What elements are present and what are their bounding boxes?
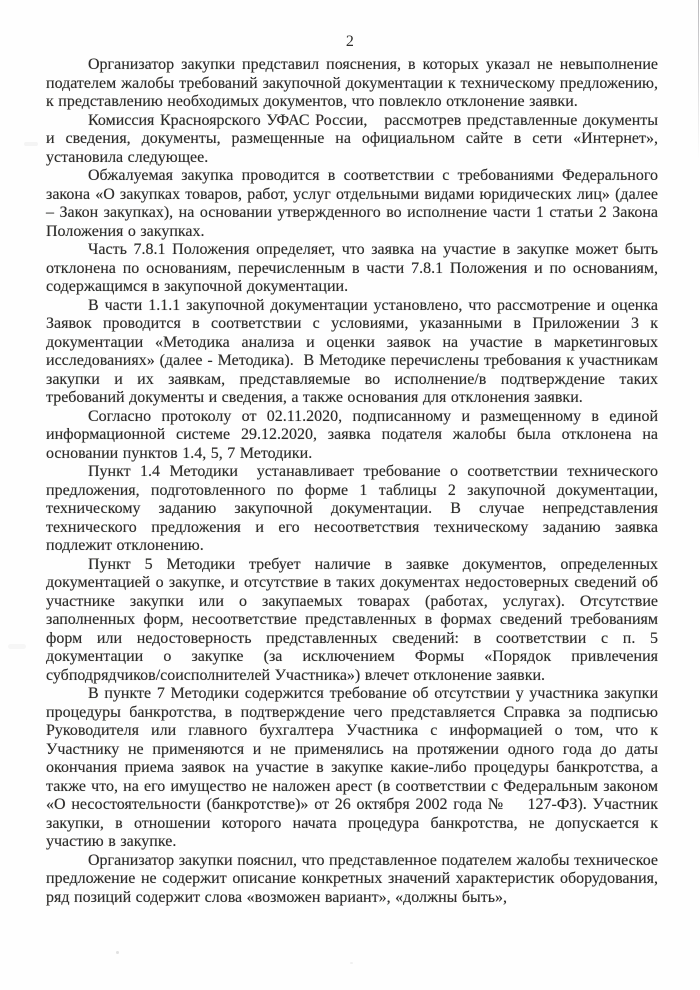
paragraph-5: В части 1.1.1 закупочной документации установлено, что рассмотрение и оценка Заявок проводится в соответствии с условиями, указанными в Приложении 3 к документации «Методика анализа и оценки заявок на участие в маркетинговых исследованиях» (далее - Методика). В Методике перечислены требования к участникам закупки и их заявкам, представляемые во исполнение/в подтверждение таких требований документы и сведения, а также основания для отклонения заявки. [46,296,658,406]
paragraph-4: Часть 7.8.1 Положения определяет, что заявка на участие в закупке может быть отклонена по основаниям, перечисленным в части 7.8.1 Положения и по основаниям, содержащимся в закупочной документации. [46,241,658,295]
scan-speck [116,951,119,954]
paragraph-9: В пункте 7 Методики содержится требование об отсутствии у участника закупки процедуры банкротства, в подтверждение чего представляется Справка за подписью Руководителя или главного бухгалтера Участника с информацией о том, что к Участнику не применяются и не применялись на протяжении одного года до даты окончания приема заявок на участие в закупке какие-либо процедуры банкротства, а также что, на его имущество не наложен арест (в соответствии с Федеральным законом «О несостоятельности (банкротстве)» от 26 октября 2002 года № 127-ФЗ). Участник закупки, в отношении которого начата процедура банкротства, не допускается к участию в закупке. [46,685,658,850]
paragraph-7: Пункт 1.4 Методики устанавливает требование о соответствии технического предложения, подготовленного по форме 1 таблицы 2 закупочной документации, техническому заданию закупочной документации. В случае непредставления технического предложения и его несоответствия техническому заданию заявка подлежит отклонению. [46,463,658,554]
paragraph-6: Согласно протоколу от 02.11.2020, подписанному и размещенному в единой информационной системе 29.12.2020, заявка подателя жалобы была отклонена на основании пунктов 1.4, 5, 7 Методики. [46,407,658,462]
paragraph-2: Комиссия Красноярского УФАС России, рассмотрев представленные документы и сведения, документы, размещенные на официальном сайте в сети «Интернет», установила следующее. [46,111,658,166]
paragraph-10: Организатор закупки пояснил, что представленное подателем жалобы техническое предложение не содержит описание конкретных значений характеристик оборудования, ряд позиций содержит слова «возможен вариант», «должны быть», [46,851,658,906]
paragraph-3: Обжалуемая закупка проводится в соответствии с требованиями Федерального закона «О закупках товаров, работ, услуг отдельными видами юридических лиц» (далее – Закон закупках), на основании утвержденного во исполнение части 1 статьи 2 Закона Положения о закупках. [46,167,658,240]
scan-edge-artifact [698,0,699,160]
paragraph-8: Пункт 5 Методики требует наличие в заявке документов, определенных документацией о закупке, и отсутствие в таких документах недостоверных сведений об участнике закупки или о закупаемых товарах (работах, услугах). Отсутствие заполненных форм, несоответствие представленных в формах сведений требованиям форм или недостоверность представленных сведений: в соответствии с п. 5 документации о закупке (за исключением Формы «Порядок привлечения субподрядчиков/соисполнителей Участника») влечет отклонение заявки. [46,555,658,684]
scan-speck [350,962,353,964]
paragraph-1: Организатор закупки представил пояснения, в которых указал не невыполнение подателем жалобы требований закупочной документации к техническому предложению, к представлению необходимых документов, что повлекло отклонение заявки. [46,56,658,110]
document-body [46,56,658,907]
scan-smudge [24,142,38,146]
scan-smudge [8,644,26,649]
page-number: 2 [345,33,355,50]
